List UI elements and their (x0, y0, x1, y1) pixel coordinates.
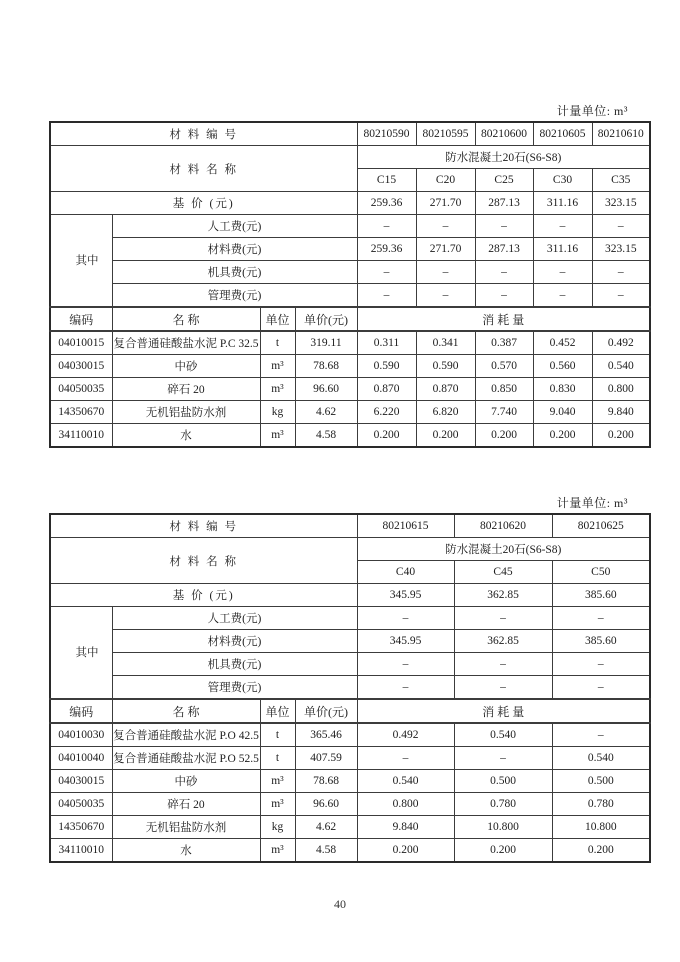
code-cell: 04050035 (50, 378, 112, 401)
consumption-cell: 0.540 (592, 355, 650, 378)
fee-label-cell: 人工费(元) (112, 215, 357, 238)
material-group-name: 防水混凝土20石(S6-S8) (357, 538, 650, 561)
table-row (50, 146, 650, 169)
consumption-cell: 9.040 (533, 401, 592, 424)
unit-cell: m³ (260, 770, 295, 793)
unit-price-cell: 78.68 (295, 355, 357, 378)
unit-label-table-2: 计量单位: m³ (556, 496, 628, 510)
consumption-cell: 0.200 (533, 424, 592, 448)
fee-value-cell: – (416, 215, 475, 238)
quota-table-1 (49, 121, 651, 448)
code-cell: 04010015 (50, 331, 112, 355)
base-price-label: 基 价 (元) (50, 584, 357, 607)
material-code-cell: 80210615 (357, 514, 454, 538)
among-label: 其中 (50, 607, 112, 700)
fee-value-cell: – (416, 284, 475, 308)
name-cell: 复合普通硅酸盐水泥 P.C 32.5 (112, 331, 260, 355)
consumption-cell: 0.200 (552, 839, 650, 863)
table-row (50, 378, 650, 401)
material-code-cell: 80210620 (454, 514, 552, 538)
code-cell: 04010030 (50, 723, 112, 747)
fee-label-cell: 机具费(元) (112, 261, 357, 284)
unit-price-column-header: 单价(元) (295, 307, 357, 331)
consumption-cell: 0.452 (533, 331, 592, 355)
consumption-cell: 0.200 (357, 424, 416, 448)
consumption-cell: 10.800 (454, 816, 552, 839)
unit-price-cell: 96.60 (295, 793, 357, 816)
material-code-cell: 80210600 (475, 122, 533, 146)
consumption-cell: 0.200 (454, 839, 552, 863)
code-cell: 14350670 (50, 401, 112, 424)
consumption-cell: – (552, 723, 650, 747)
unit-price-cell: 4.58 (295, 424, 357, 448)
fee-value-cell: 323.15 (592, 238, 650, 261)
unit-cell: m³ (260, 378, 295, 401)
consumption-cell: 9.840 (357, 816, 454, 839)
consumption-cell: 0.492 (357, 723, 454, 747)
fee-value-cell: – (552, 653, 650, 676)
table-row (50, 331, 650, 355)
fee-value-cell: – (454, 607, 552, 630)
material-code-cell: 80210605 (533, 122, 592, 146)
fee-value-cell: – (416, 261, 475, 284)
name-cell: 复合普通硅酸盐水泥 P.O 42.5 (112, 723, 260, 747)
consumption-cell: 0.341 (416, 331, 475, 355)
consumption-cell: 10.800 (552, 816, 650, 839)
unit-price-cell: 78.68 (295, 770, 357, 793)
base-price-cell: 323.15 (592, 192, 650, 215)
fee-value-cell: 362.85 (454, 630, 552, 653)
consumption-cell: 0.780 (454, 793, 552, 816)
consumption-cell: 0.492 (592, 331, 650, 355)
unit-price-cell: 96.60 (295, 378, 357, 401)
name-cell: 碎石 20 (112, 793, 260, 816)
name-cell: 中砂 (112, 355, 260, 378)
fee-value-cell: 287.13 (475, 238, 533, 261)
page-number: 40 (334, 897, 346, 911)
material-code-cell: 80210590 (357, 122, 416, 146)
fee-label-cell: 机具费(元) (112, 653, 357, 676)
consumption-cell: 0.200 (416, 424, 475, 448)
base-price-cell: 362.85 (454, 584, 552, 607)
name-column-header: 名 称 (112, 307, 260, 331)
unit-price-column-header: 单价(元) (295, 699, 357, 723)
fee-value-cell: – (454, 653, 552, 676)
unit-price-cell: 319.11 (295, 331, 357, 355)
name-column-header: 名 称 (112, 699, 260, 723)
table-row (50, 514, 650, 538)
grade-cell: C40 (357, 561, 454, 584)
code-column-header: 编码 (50, 699, 112, 723)
table-row (50, 793, 650, 816)
table-row (50, 723, 650, 747)
table-row (50, 699, 650, 723)
fee-label-cell: 人工费(元) (112, 607, 357, 630)
unit-label-table-1: 计量单位: m³ (556, 104, 628, 118)
unit-price-cell: 365.46 (295, 723, 357, 747)
consumption-cell: 7.740 (475, 401, 533, 424)
table-row (50, 653, 650, 676)
code-cell: 04030015 (50, 770, 112, 793)
fee-value-cell: 259.36 (357, 238, 416, 261)
unit-cell: t (260, 723, 295, 747)
grade-cell: C20 (416, 169, 475, 192)
consumption-cell: 0.500 (454, 770, 552, 793)
unit-cell: m³ (260, 793, 295, 816)
material-no-label: 材 料 编 号 (50, 514, 357, 538)
table-row (50, 355, 650, 378)
table-row (50, 401, 650, 424)
name-cell: 中砂 (112, 770, 260, 793)
name-cell: 无机铝盐防水剂 (112, 401, 260, 424)
fee-value-cell: – (357, 215, 416, 238)
consumption-cell: 0.540 (552, 747, 650, 770)
material-no-label: 材 料 编 号 (50, 122, 357, 146)
base-price-cell: 345.95 (357, 584, 454, 607)
consumption-cell: 0.500 (552, 770, 650, 793)
table-row (50, 215, 650, 238)
consumption-cell: 0.560 (533, 355, 592, 378)
fee-value-cell: – (475, 284, 533, 308)
fee-value-cell: – (357, 284, 416, 308)
code-cell: 34110010 (50, 839, 112, 863)
unit-cell: kg (260, 816, 295, 839)
grade-cell: C50 (552, 561, 650, 584)
table-row (50, 630, 650, 653)
consumption-cell: 0.540 (357, 770, 454, 793)
base-price-cell: 311.16 (533, 192, 592, 215)
fee-value-cell: – (475, 261, 533, 284)
consumption-cell: 0.800 (357, 793, 454, 816)
table-row (50, 307, 650, 331)
name-cell: 水 (112, 839, 260, 863)
name-cell: 碎石 20 (112, 378, 260, 401)
unit-cell: m³ (260, 355, 295, 378)
consumption-cell: 0.570 (475, 355, 533, 378)
table-row (50, 122, 650, 146)
fee-value-cell: 271.70 (416, 238, 475, 261)
table-row (50, 584, 650, 607)
unit-cell: m³ (260, 839, 295, 863)
consumption-cell: 0.200 (475, 424, 533, 448)
fee-value-cell: 385.60 (552, 630, 650, 653)
material-code-cell: 80210595 (416, 122, 475, 146)
fee-value-cell: – (357, 676, 454, 700)
code-cell: 34110010 (50, 424, 112, 448)
table-row (50, 424, 650, 448)
unit-column-header: 单位 (260, 307, 295, 331)
fee-value-cell: – (592, 215, 650, 238)
code-column-header: 编码 (50, 307, 112, 331)
grade-cell: C30 (533, 169, 592, 192)
table-row (50, 238, 650, 261)
unit-price-cell: 4.62 (295, 401, 357, 424)
unit-price-cell: 4.58 (295, 839, 357, 863)
code-cell: 04010040 (50, 747, 112, 770)
consumption-cell: 0.200 (592, 424, 650, 448)
consumption-column-header: 消 耗 量 (357, 699, 650, 723)
unit-price-cell: 407.59 (295, 747, 357, 770)
fee-value-cell: – (552, 676, 650, 700)
material-group-name: 防水混凝土20石(S6-S8) (357, 146, 650, 169)
name-cell: 无机铝盐防水剂 (112, 816, 260, 839)
base-price-label: 基 价 (元) (50, 192, 357, 215)
fee-label-cell: 材料费(元) (112, 238, 357, 261)
fee-value-cell: – (533, 215, 592, 238)
grade-cell: C25 (475, 169, 533, 192)
fee-label-cell: 管理费(元) (112, 676, 357, 700)
fee-value-cell: – (357, 653, 454, 676)
name-cell: 水 (112, 424, 260, 448)
among-label: 其中 (50, 215, 112, 308)
material-name-label: 材 料 名 称 (50, 146, 357, 192)
consumption-cell: 0.780 (552, 793, 650, 816)
consumption-cell: 0.311 (357, 331, 416, 355)
table-row (50, 538, 650, 561)
consumption-cell: 0.870 (416, 378, 475, 401)
consumption-cell: 0.200 (357, 839, 454, 863)
material-name-label: 材 料 名 称 (50, 538, 357, 584)
fee-value-cell: – (533, 284, 592, 308)
fee-value-cell: – (592, 261, 650, 284)
fee-label-cell: 管理费(元) (112, 284, 357, 308)
consumption-cell: 0.870 (357, 378, 416, 401)
table-row (50, 261, 650, 284)
base-price-cell: 271.70 (416, 192, 475, 215)
grade-cell: C35 (592, 169, 650, 192)
fee-value-cell: – (454, 676, 552, 700)
material-code-cell: 80210625 (552, 514, 650, 538)
quota-table-2 (49, 513, 651, 863)
name-cell: 复合普通硅酸盐水泥 P.O 52.5 (112, 747, 260, 770)
consumption-cell: 0.540 (454, 723, 552, 747)
consumption-cell: 0.590 (416, 355, 475, 378)
code-cell: 04050035 (50, 793, 112, 816)
consumption-cell: 9.840 (592, 401, 650, 424)
consumption-cell: 6.820 (416, 401, 475, 424)
base-price-cell: 287.13 (475, 192, 533, 215)
table-row (50, 839, 650, 863)
table-row (50, 770, 650, 793)
consumption-cell: 0.800 (592, 378, 650, 401)
consumption-column-header: 消 耗 量 (357, 307, 650, 331)
consumption-cell: 6.220 (357, 401, 416, 424)
table-row (50, 816, 650, 839)
table-row (50, 676, 650, 700)
grade-cell: C15 (357, 169, 416, 192)
consumption-cell: – (454, 747, 552, 770)
unit-cell: t (260, 747, 295, 770)
grade-cell: C45 (454, 561, 552, 584)
unit-cell: m³ (260, 424, 295, 448)
unit-column-header: 单位 (260, 699, 295, 723)
unit-cell: kg (260, 401, 295, 424)
base-price-cell: 385.60 (552, 584, 650, 607)
consumption-cell: 0.387 (475, 331, 533, 355)
consumption-cell: 0.830 (533, 378, 592, 401)
consumption-cell: – (357, 747, 454, 770)
code-cell: 04030015 (50, 355, 112, 378)
fee-value-cell: 311.16 (533, 238, 592, 261)
table-row (50, 284, 650, 308)
unit-cell: t (260, 331, 295, 355)
fee-value-cell: – (475, 215, 533, 238)
table-row (50, 192, 650, 215)
table-row (50, 607, 650, 630)
fee-value-cell: 345.95 (357, 630, 454, 653)
material-code-cell: 80210610 (592, 122, 650, 146)
fee-value-cell: – (533, 261, 592, 284)
consumption-cell: 0.850 (475, 378, 533, 401)
fee-value-cell: – (552, 607, 650, 630)
base-price-cell: 259.36 (357, 192, 416, 215)
unit-price-cell: 4.62 (295, 816, 357, 839)
fee-label-cell: 材料费(元) (112, 630, 357, 653)
code-cell: 14350670 (50, 816, 112, 839)
fee-value-cell: – (357, 261, 416, 284)
consumption-cell: 0.590 (357, 355, 416, 378)
fee-value-cell: – (592, 284, 650, 308)
table-row (50, 747, 650, 770)
fee-value-cell: – (357, 607, 454, 630)
